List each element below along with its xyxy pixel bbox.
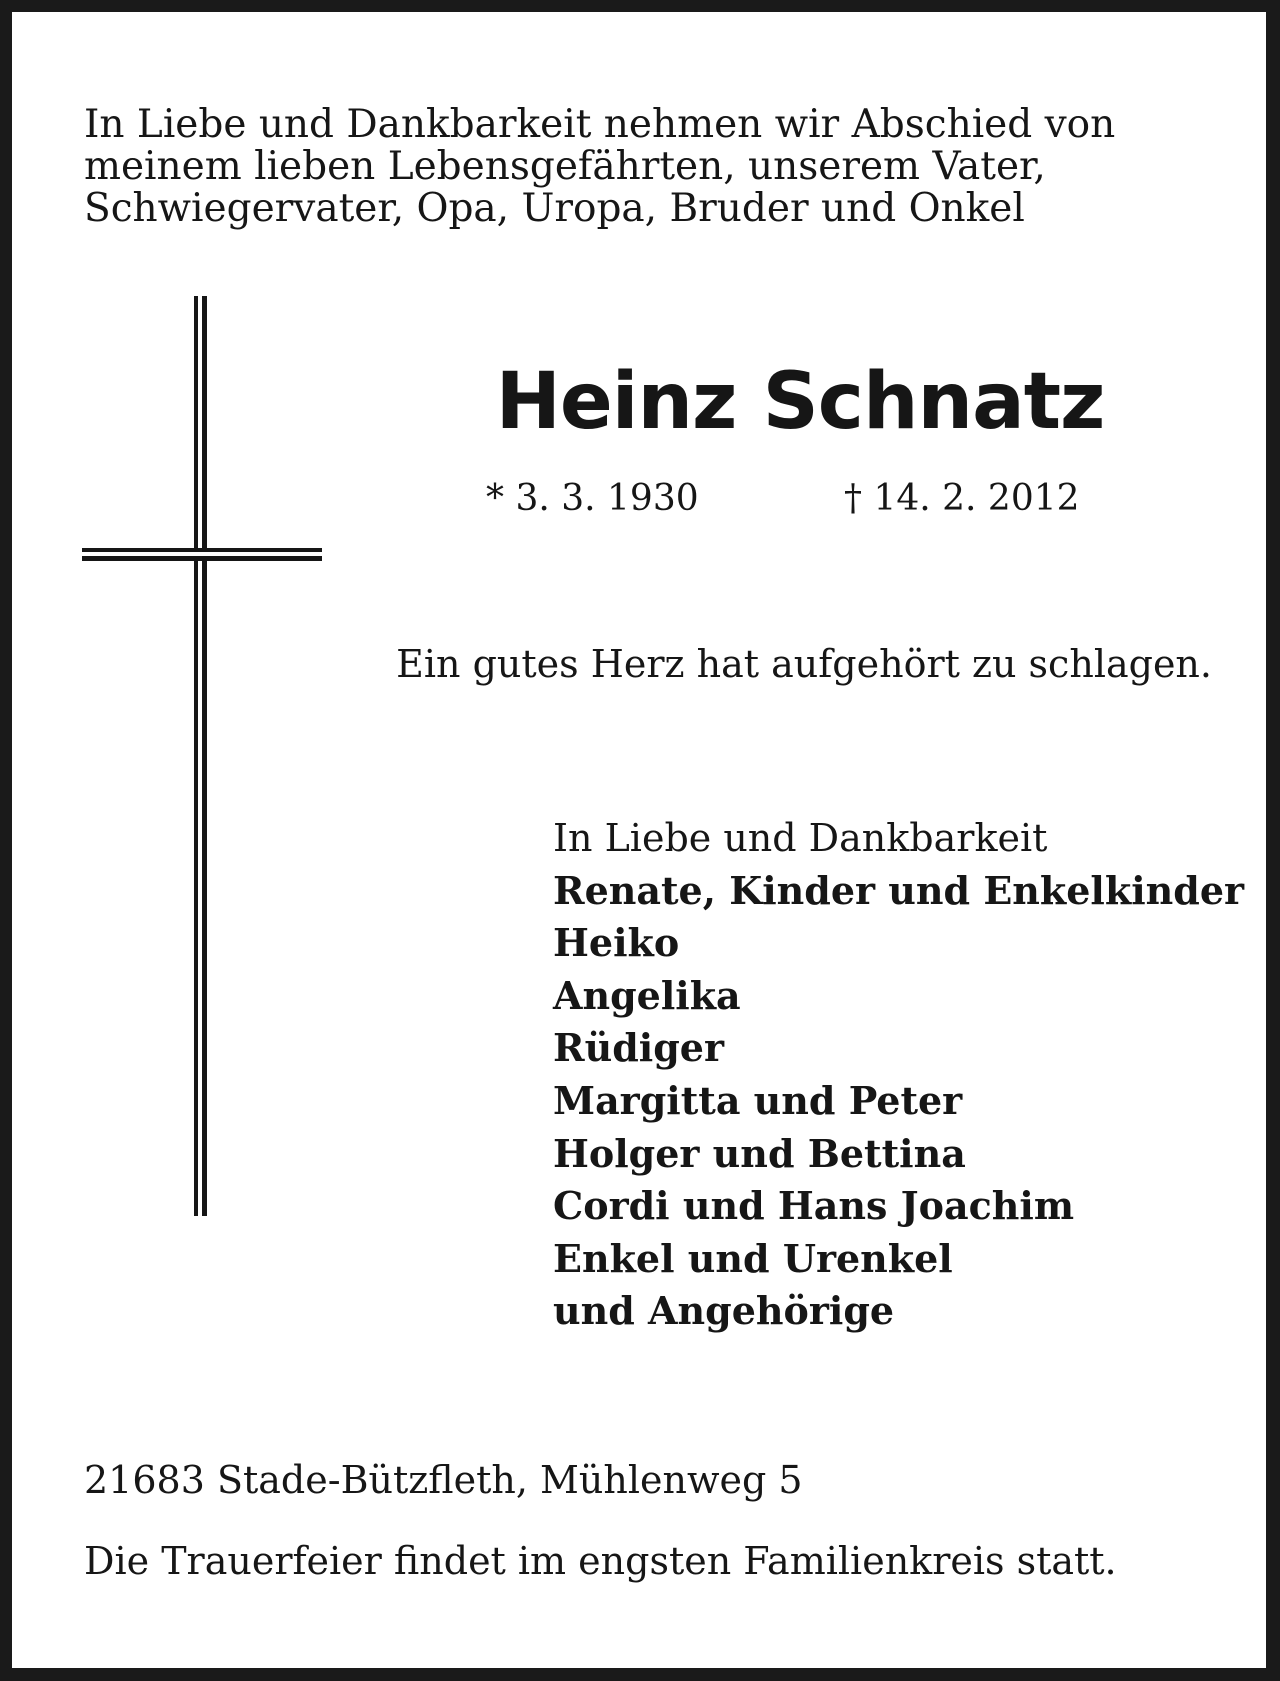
- mourner-name: und Angehörige: [553, 1288, 895, 1334]
- mourner-name: Heiko: [553, 920, 680, 966]
- obituary-card: [12, 12, 1266, 1668]
- intro-line-1: In Liebe und Dankbarkeit nehmen wir Abschied von: [84, 102, 1116, 147]
- intro-line-2: meinem lieben Lebensgefährten, unserem Vater,: [84, 144, 1046, 189]
- mourners-lead: In Liebe und Dankbarkeit: [553, 816, 1048, 860]
- mourner-name: Angelika: [553, 972, 741, 1018]
- mourners-block: [553, 812, 1244, 1338]
- intro-line-3: Schwiegervater, Opa, Uropa, Bruder und Onkel: [84, 186, 1025, 231]
- mourner-name: Renate, Kinder und Enkelkinder: [553, 867, 1245, 913]
- service-note: Die Trauerfeier findet im engsten Familienkreis statt.: [84, 1539, 1117, 1583]
- intro-text: [84, 104, 1212, 230]
- address: 21683 Stade-Bützfleth, Mühlenweg 5: [84, 1458, 803, 1502]
- motto: Ein gutes Herz hat aufgehört zu schlagen.: [396, 642, 1212, 686]
- cross-icon: [82, 296, 322, 1216]
- mourner-name: Enkel und Urenkel: [553, 1235, 953, 1281]
- mourner-name: Rüdiger: [553, 1025, 724, 1071]
- mourner-name: Holger und Bettina: [553, 1130, 966, 1176]
- birth-date: * 3. 3. 1930: [486, 478, 699, 519]
- deceased-name: Heinz Schnatz: [495, 357, 1105, 447]
- mourner-name: Margitta und Peter: [553, 1077, 963, 1123]
- mourner-name: Cordi und Hans Joachim: [553, 1183, 1075, 1229]
- death-date: † 14. 2. 2012: [844, 478, 1080, 519]
